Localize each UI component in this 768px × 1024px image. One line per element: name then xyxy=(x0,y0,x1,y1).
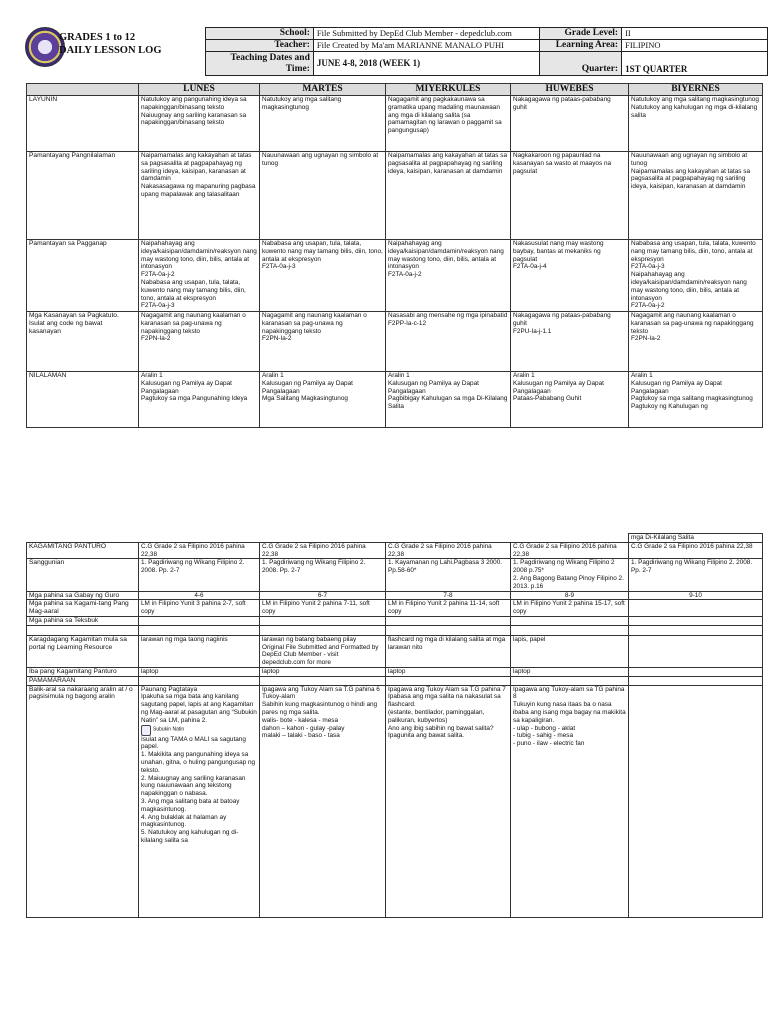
cell-line: Pagbibigay Kahulugan sa mga Di-Kilalang Salita xyxy=(388,395,508,411)
table-cell xyxy=(260,542,386,559)
table-cell xyxy=(386,559,511,591)
cell-line: 4-6 xyxy=(194,591,204,599)
cell-line: Mga Salitang Magkasingtunog xyxy=(262,395,348,403)
cell-line: Aralin 1 xyxy=(631,372,653,379)
cell-line: Ipagawa ang Tukoy Alam sa T.G pahina 6 xyxy=(262,685,380,693)
table-cell xyxy=(629,685,763,917)
empty-cell xyxy=(511,534,629,543)
cell-line: Ipabasa ang mga salita na nakasulat sa flashcard. xyxy=(388,693,501,709)
subukin-icon-label: Subukin Natin xyxy=(153,726,185,733)
cell-line: Nakagagawa ng pataas-pababang guhit xyxy=(513,96,611,111)
table-cell xyxy=(629,625,763,635)
cell-line: 2. Ang Bagong Batang Pinoy Filipino 2. 2013. p.16 xyxy=(513,574,624,590)
log-title xyxy=(59,31,162,57)
table-cell xyxy=(511,312,629,372)
cell-line: Nagagamit ang naunang kaalaman o karanasan sa pag-unawa ng napakinggang teksto xyxy=(141,312,246,335)
cell-line: C.G Grade 2 sa Filipino 2016 pahina 22,38 xyxy=(141,542,245,558)
table-cell xyxy=(629,600,763,617)
table-cell xyxy=(511,559,629,591)
table-row xyxy=(27,542,763,559)
cell-line: Nagagamit ang naunang kaalaman o karanasan sa pag-unawa ng napakinggang teksto xyxy=(262,312,367,335)
row-label xyxy=(27,240,139,312)
cell-line: Pataas-Pababang Guhit xyxy=(513,395,582,403)
table-cell xyxy=(386,96,511,152)
empty-cell xyxy=(27,534,139,543)
row-label: Karagdagang Kagamitan mula sa portal ng Learning Resource xyxy=(27,635,139,667)
cell-line: LM in Filipino Yunit 2 pahina 7-11, soft copy xyxy=(262,600,370,616)
header xyxy=(25,27,768,77)
table-cell xyxy=(511,635,629,667)
cell-line: Natutukoy ang kahulugan ng mga di-kilalang salita xyxy=(631,103,758,119)
table-cell xyxy=(386,542,511,559)
row-label: Mga pahina sa Kagami-tang Pang Mag-aaral xyxy=(27,600,139,617)
cell-line: malaki – talaki - baso - tasa xyxy=(262,732,340,740)
table-row xyxy=(27,312,763,372)
table-cell xyxy=(511,152,629,240)
title-line-1: GRADES 1 to 12 xyxy=(59,32,136,43)
cell-line: C.G Grade 2 sa Filipino 2016 pahina 22,38 xyxy=(631,542,753,550)
lesson-table-materials xyxy=(26,533,763,918)
table-cell xyxy=(139,685,260,917)
cell-line: F2PU-Ia-j-1.1 xyxy=(513,327,552,335)
cell-line: Naipahahayag ang ideya/kaisipan/damdamin/reaksyon nang may wastong tono, diin, bilis, antala at intonasyon xyxy=(388,240,504,271)
quarter-value: 1ST QUARTER xyxy=(622,52,768,76)
table-cell xyxy=(386,625,511,635)
cell-line: F2TA-0a-j-2 xyxy=(388,271,422,279)
table-cell xyxy=(511,616,629,625)
balik-aral-row xyxy=(27,685,763,917)
empty-cell xyxy=(386,534,511,543)
cell-line: 8-9 xyxy=(564,591,575,599)
cell-line: Naipahahayag ang ideya/kaisipan/damdamin/reaksyon nang may wastong tono, diin, bilis, antala at intonasyon xyxy=(141,240,257,271)
table-cell xyxy=(629,240,763,312)
cell-line: Nababasa ang usapan, tula, talata, kuwento nang may tamang bilis, diin, tono, antala at ekspresyon xyxy=(262,240,383,263)
table-cell xyxy=(386,676,511,685)
table-cell xyxy=(260,685,386,917)
day-header: HUWEBES xyxy=(511,84,629,96)
table-cell xyxy=(629,559,763,591)
cell-line: C.G Grade 2 sa Filipino 2016 pahina 22,38 xyxy=(388,542,492,558)
cell-line: F2TA-0a-j-3 xyxy=(262,263,296,271)
cell-line: Nauunawaan ang ugnayan ng simbolo at tunog xyxy=(262,152,379,167)
table-row xyxy=(27,559,763,591)
cell-line: Naipahahayag ang ideya/kaisipan/damdamin/reaksyon nang may wastong tono, diin, bilis, antala at intonasyon xyxy=(631,271,747,302)
cell-line: 1. Pagdiriwang ng Wikang Filipino 2 2008 p.75* xyxy=(513,559,615,575)
table-cell xyxy=(260,676,386,685)
cell-line: Nakasasagawa ng mapanuring pagbasa upang mapalawak ang talasalitaan xyxy=(141,183,256,198)
table-cell xyxy=(139,591,260,600)
cell-line: 1. Pagdiriwang ng Wikang Filipino 2. 2008. Pp. 2-7 xyxy=(631,559,753,575)
table-cell xyxy=(139,625,260,635)
cell-line: laptop xyxy=(141,667,159,675)
row-label: Balik-aral sa nakaraang aralin at / o pagsisimula ng bagong aralin xyxy=(27,685,139,917)
cell-line: - tubig - sahig - mesa xyxy=(513,732,574,740)
table-cell xyxy=(139,152,260,240)
cell-line: 1. Pagdiriwang ng Wikang Filipino 2. 2008. Pp. 2-7 xyxy=(262,559,366,575)
carry-over-row xyxy=(27,534,763,543)
table-row xyxy=(27,676,763,685)
table-cell xyxy=(386,591,511,600)
school-label: School: xyxy=(206,28,314,40)
notebook-icon xyxy=(141,725,151,736)
table-cell xyxy=(260,152,386,240)
cell-line: Ipagunita ang bawat salita. xyxy=(388,732,465,740)
cell-line: Natutukoy ang pangunahing ideya sa napakinggan/binasang teksto xyxy=(141,96,247,111)
table-cell xyxy=(260,559,386,591)
table-cell xyxy=(139,676,260,685)
cell-line: Pagtukoy sa mga salitang magkasingtunog xyxy=(631,395,753,403)
cell-line: Aralin 1 xyxy=(513,372,535,379)
cell-line: LM in Filipino Yunit 2 pahina 11-14, soft copy xyxy=(388,600,500,616)
cell-line: flashcard ng mga di kilalang salita at mga larawan nito xyxy=(388,635,506,651)
grade-level-value: II xyxy=(622,28,768,40)
lesson-table-objectives xyxy=(26,83,763,428)
table-cell xyxy=(386,312,511,372)
cell-line: C.G Grade 2 sa Filipino 2016 pahina 22,38 xyxy=(262,542,366,558)
table-cell xyxy=(260,372,386,428)
table-cell xyxy=(139,312,260,372)
row-label-line: NILALAMAN xyxy=(29,372,67,379)
table-cell xyxy=(139,372,260,428)
cell-line: 1. Kayamanan ng Lahi.Pagbasa 3 2000. Pp.58-60* xyxy=(388,559,503,575)
cell-line: walis- bote - kalesa - mesa xyxy=(262,716,339,724)
table-cell xyxy=(386,372,511,428)
cell-line: F2TA-0a-j-2 xyxy=(141,271,175,279)
empty-cell xyxy=(139,534,260,543)
table-cell xyxy=(629,616,763,625)
grade-level-label: Grade Level: xyxy=(540,28,622,40)
table-cell xyxy=(511,685,629,917)
cell-line: Kalusugan ng Pamilya ay Dapat Pangalagaan xyxy=(631,379,722,395)
table-cell xyxy=(511,667,629,676)
cell-line: - ulap - bubong - aklat xyxy=(513,724,576,732)
cell-line: Pagtukoy sa mga Pangunahing Ideya xyxy=(141,395,248,403)
quarter-label: Quarter: xyxy=(540,52,622,76)
cell-line: Nababasa ang usapan, tula, talata, kuwento nang may tamang bilis, diin, tono, antala at ekspresyon xyxy=(631,240,756,263)
cell-line: Ipagawa ang Tukoy Alam sa T.G pahina 7 xyxy=(388,685,506,693)
cell-line: laptop xyxy=(513,667,531,675)
table-cell xyxy=(629,312,763,372)
cell-line: Tukoy-alam xyxy=(262,693,296,701)
cell-line: Kalusugan ng Pamilya ay Dapat Pangalagaan xyxy=(513,379,604,395)
table-cell xyxy=(386,667,511,676)
cell-line: Nagkakaroon ng papaunlad na kasanayan sa wasto at maayos na pagsulat xyxy=(513,152,612,175)
table-row xyxy=(27,591,763,600)
cell-line: Original File Submitted and Formatted by DepEd Club Member - visit depedclub.com for more xyxy=(262,643,379,667)
table-cell xyxy=(511,372,629,428)
table-cell xyxy=(629,152,763,240)
cell-line: Nagagamit ang pagkakaunawa sa gramatika upang madaling maunawaan ang mga di kilalang salita (sa pamamagitan ng larawan o paggamit sa pangungusap) xyxy=(388,96,502,135)
cell-line: 3. Ang mga salitang bata at batoay magkasintunog. xyxy=(141,797,240,813)
row-label: Mga pahina sa Gabay ng Guro xyxy=(27,591,139,600)
table-cell xyxy=(386,685,511,917)
table-cell xyxy=(260,591,386,600)
cell-line: larawan ng mga taong nagiinis xyxy=(141,635,228,643)
row-label xyxy=(27,312,139,372)
table-cell xyxy=(139,542,260,559)
cell-line: laptop xyxy=(262,667,280,675)
school-value: File Submitted by DepEd Club Member - depedclub.com xyxy=(313,28,539,40)
cell-line: Isulat ang TAMA o MALI sa sagutang papel. xyxy=(141,735,246,751)
table-cell xyxy=(260,312,386,372)
table-cell xyxy=(260,240,386,312)
cell-line: Aralin 1 xyxy=(141,372,163,379)
table-cell xyxy=(386,616,511,625)
table-cell xyxy=(260,616,386,625)
row-label xyxy=(27,152,139,240)
row-label: Iba pang Kagamitang Panturo xyxy=(27,667,139,676)
table-cell xyxy=(139,559,260,591)
table-cell xyxy=(139,635,260,667)
table-cell xyxy=(629,635,763,667)
cell-line: Pagtukoy ng Kahulugan ng xyxy=(631,403,708,411)
cell-line: Nababasa ang usapan, tula, talata, kuwento nang may tamang bilis, diin, tono, antala at ekspresyon xyxy=(141,278,246,302)
table-cell xyxy=(511,600,629,617)
row-label: Sanggunian xyxy=(27,559,139,591)
table-cell xyxy=(511,676,629,685)
table-cell xyxy=(629,372,763,428)
cell-line: Naipamamalas ang kakayahan at tatas sa pagsasalita at pagpapahayag ng sariling ideya, kaisipan, karanasan at damdamin xyxy=(141,152,252,183)
day-header: MIYERKULES xyxy=(386,84,511,96)
cell-line: F2PN-Ia-2 xyxy=(262,335,292,343)
table-cell xyxy=(511,591,629,600)
row-label-line: Pamantayan sa Pagganap xyxy=(29,240,107,247)
cell-line: 6-7 xyxy=(317,591,328,599)
table-cell xyxy=(139,96,260,152)
cell-line: Nasasabi ang mensahe ng mga ipinabatid xyxy=(388,312,508,319)
row-label: KAGAMITANG PANTURO xyxy=(27,542,139,559)
table-row xyxy=(27,372,763,428)
table-cell xyxy=(511,625,629,635)
table-cell xyxy=(629,667,763,676)
table-cell xyxy=(260,625,386,635)
table-cell xyxy=(386,240,511,312)
cell-line: Ipagawa ang Tukoy-alam sa TG pahina 8 xyxy=(513,685,625,701)
table-cell xyxy=(260,667,386,676)
table-row xyxy=(27,152,763,240)
cell-line: Ipakuha sa mga bata ang kanilang sagutang papel, lapis at ang Kagamitan ng Mag-aaral at pasagutan ang “Subukin Natin” sa LM, pahina 2. xyxy=(141,693,257,724)
table-cell xyxy=(511,96,629,152)
row-label xyxy=(27,625,139,635)
learning-area-label: Learning Area: xyxy=(540,40,622,52)
cell-line: 1. Makikita ang pangunahing ideya sa unahan, gitna, o huling pangungusap ng teksto. xyxy=(141,751,256,774)
table-row xyxy=(27,667,763,676)
cell-line: F2PN-Ia-2 xyxy=(141,335,171,343)
cell-line: Nauunawaan ang ugnayan ng simbolo at tunog xyxy=(631,152,748,167)
table-cell xyxy=(511,240,629,312)
subukin-icon-line xyxy=(141,725,257,736)
cell-line: Kalusugan ng Pamilya ay Dapat Pangalagaan xyxy=(141,379,232,395)
cell-line: Ano ang ibig sabihin ng bawat salita? xyxy=(388,724,494,732)
cell-line: - puno - ilaw - electric fan xyxy=(513,740,585,748)
cell-line: (estante, bentilador, paminggalan, palikuran, kubyertos) xyxy=(388,708,485,724)
cell-line: larawan ng batang babaeng pilay xyxy=(262,635,357,643)
cell-line: F2PN-Ia-2 xyxy=(631,335,661,343)
dates-label: Teaching Dates and Time: xyxy=(206,52,314,76)
cell-line: 5. Natutukoy ang kahulugan ng di-kilalang salita sa xyxy=(141,829,239,844)
cell-line: Nakagagawa ng pataas-pababang guhit xyxy=(513,312,611,327)
table-cell xyxy=(511,542,629,559)
cell-line: Naipamamalas ang kakayahan at tatas sa pagsasalita at pagpapahayag ng sariling ideya, kaisipan, karanasan at damdamin xyxy=(388,152,508,175)
day-header: BIYERNES xyxy=(629,84,763,96)
table-cell xyxy=(386,600,511,617)
row-label-line: LAYUNIN xyxy=(29,96,58,103)
cell-line: Nakasusulat nang may wastong baybay, bantas at mekaniks ng pagsulat xyxy=(513,240,604,263)
header-info-table xyxy=(205,27,768,76)
table-row xyxy=(27,240,763,312)
cell-line: Kalusugan ng Pamilya ay Dapat Pangalagaan xyxy=(388,379,479,395)
cell-line: F2TA-0a-j-3 xyxy=(141,302,175,310)
cell-line: Naipamamalas ang kakayahan at tatas sa pagsasalita at pagpapahayag ng sariling ideya, kaisipan, karanasan at damdamin xyxy=(631,167,751,191)
table-cell xyxy=(629,542,763,559)
table-cell xyxy=(260,635,386,667)
cell-line: LM in Filipino Yunit 2 pahina 15-17, soft copy xyxy=(513,600,625,616)
learning-area-value: FILIPINO xyxy=(622,40,768,52)
cell-line: Kalusugan ng Pamilya ay Dapat Pangalagaan xyxy=(262,379,353,395)
cell-line: 2. Maiuugnay ang sariling karanasan kung nauunawaan ang tekstong napakinggan o nabasa. xyxy=(141,774,246,798)
table-row xyxy=(27,96,763,152)
cell-line: Sabihin kung magkasintunog o hindi ang pares ng mga salita. xyxy=(262,701,378,716)
cell-line: F2TA-0a-j-3 xyxy=(631,263,665,271)
cell-line: LM in Filipino Yunit 3 pahina 2-7, soft copy xyxy=(141,600,246,616)
row-label xyxy=(27,96,139,152)
teacher-value: File Created by Ma'am MARIANNE MANALO PUHI xyxy=(313,40,539,52)
table-cell xyxy=(139,240,260,312)
corner-cell xyxy=(27,84,139,96)
empty-cell xyxy=(260,534,386,543)
table-cell xyxy=(386,152,511,240)
table-cell xyxy=(139,600,260,617)
cell-line: F2TA-0a-j-4 xyxy=(513,263,547,271)
cell-line: Naiuugnay ang sariling karanasan sa napakinggan/binasang teksto xyxy=(141,111,247,127)
cell-line: F2TA-0a-j-2 xyxy=(631,302,665,310)
row-label: PAMAMARAAN xyxy=(27,676,139,685)
cell-line: 4. Ang bulaklak at halaman ay magkasintunog. xyxy=(141,813,227,829)
cell-line: Aralin 1 xyxy=(388,372,410,379)
title-line-2: DAILY LESSON LOG xyxy=(59,45,162,56)
cell-line: Natutukoy ang mga salitang magkasingtunog xyxy=(631,96,759,103)
carry-over-cell: mga Di-Kilalang Salita xyxy=(629,534,763,543)
cell-line: 1. Pagdiriwang ng Wikang Filipino 2. 2008. Pp. 2-7 xyxy=(141,559,245,575)
row-label-line: Pamantayang Pangnilalaman xyxy=(29,152,116,159)
day-header: MARTES xyxy=(260,84,386,96)
row-label: Mga pahina sa Teksbuk xyxy=(27,616,139,625)
cell-line: Tukuyin kung nasa itaas ba o nasa ibaba ang isang mga bagay na makikita sa kapaligiran. xyxy=(513,701,626,724)
table-cell xyxy=(139,667,260,676)
table-row xyxy=(27,616,763,625)
table-cell xyxy=(260,600,386,617)
cell-line: lapis, papel xyxy=(513,635,546,643)
row-label xyxy=(27,372,139,428)
table-cell xyxy=(386,635,511,667)
table-row xyxy=(27,635,763,667)
row-label-line: kasanayan xyxy=(29,327,61,335)
cell-line: laptop xyxy=(388,667,406,675)
dates-value: JUNE 4-8, 2018 (WEEK 1) xyxy=(313,52,539,76)
table-row xyxy=(27,600,763,617)
cell-line: Natutukoy ang mga salitang magkasingtunog xyxy=(262,96,342,111)
table-cell xyxy=(629,96,763,152)
cell-line: dahon – kahon - gulay -palay xyxy=(262,724,345,732)
row-label-line: Mga Kasanayan sa Pagkatuto. Isulat ang code ng bawat xyxy=(29,312,119,327)
table-cell xyxy=(629,676,763,685)
teacher-label: Teacher: xyxy=(206,40,314,52)
table-cell xyxy=(260,96,386,152)
table-row xyxy=(27,625,763,635)
day-header: LUNES xyxy=(139,84,260,96)
cell-line: F2PP-Ia-c-12 xyxy=(388,319,427,327)
cell-line: 9-10 xyxy=(689,591,702,599)
table-cell xyxy=(139,616,260,625)
cell-line: Aralin 1 xyxy=(262,372,284,379)
cell-line: C.G Grade 2 sa Filipino 2016 pahina 22,38 xyxy=(513,542,617,558)
cell-line: Paunang Pagtataya xyxy=(141,685,198,693)
cell-line: 7-8 xyxy=(443,591,453,599)
table-cell xyxy=(629,591,763,600)
cell-line: Nagagamit ang naunang kaalaman o karanasan sa pag-unawa ng napakinggang teksto xyxy=(631,312,754,335)
